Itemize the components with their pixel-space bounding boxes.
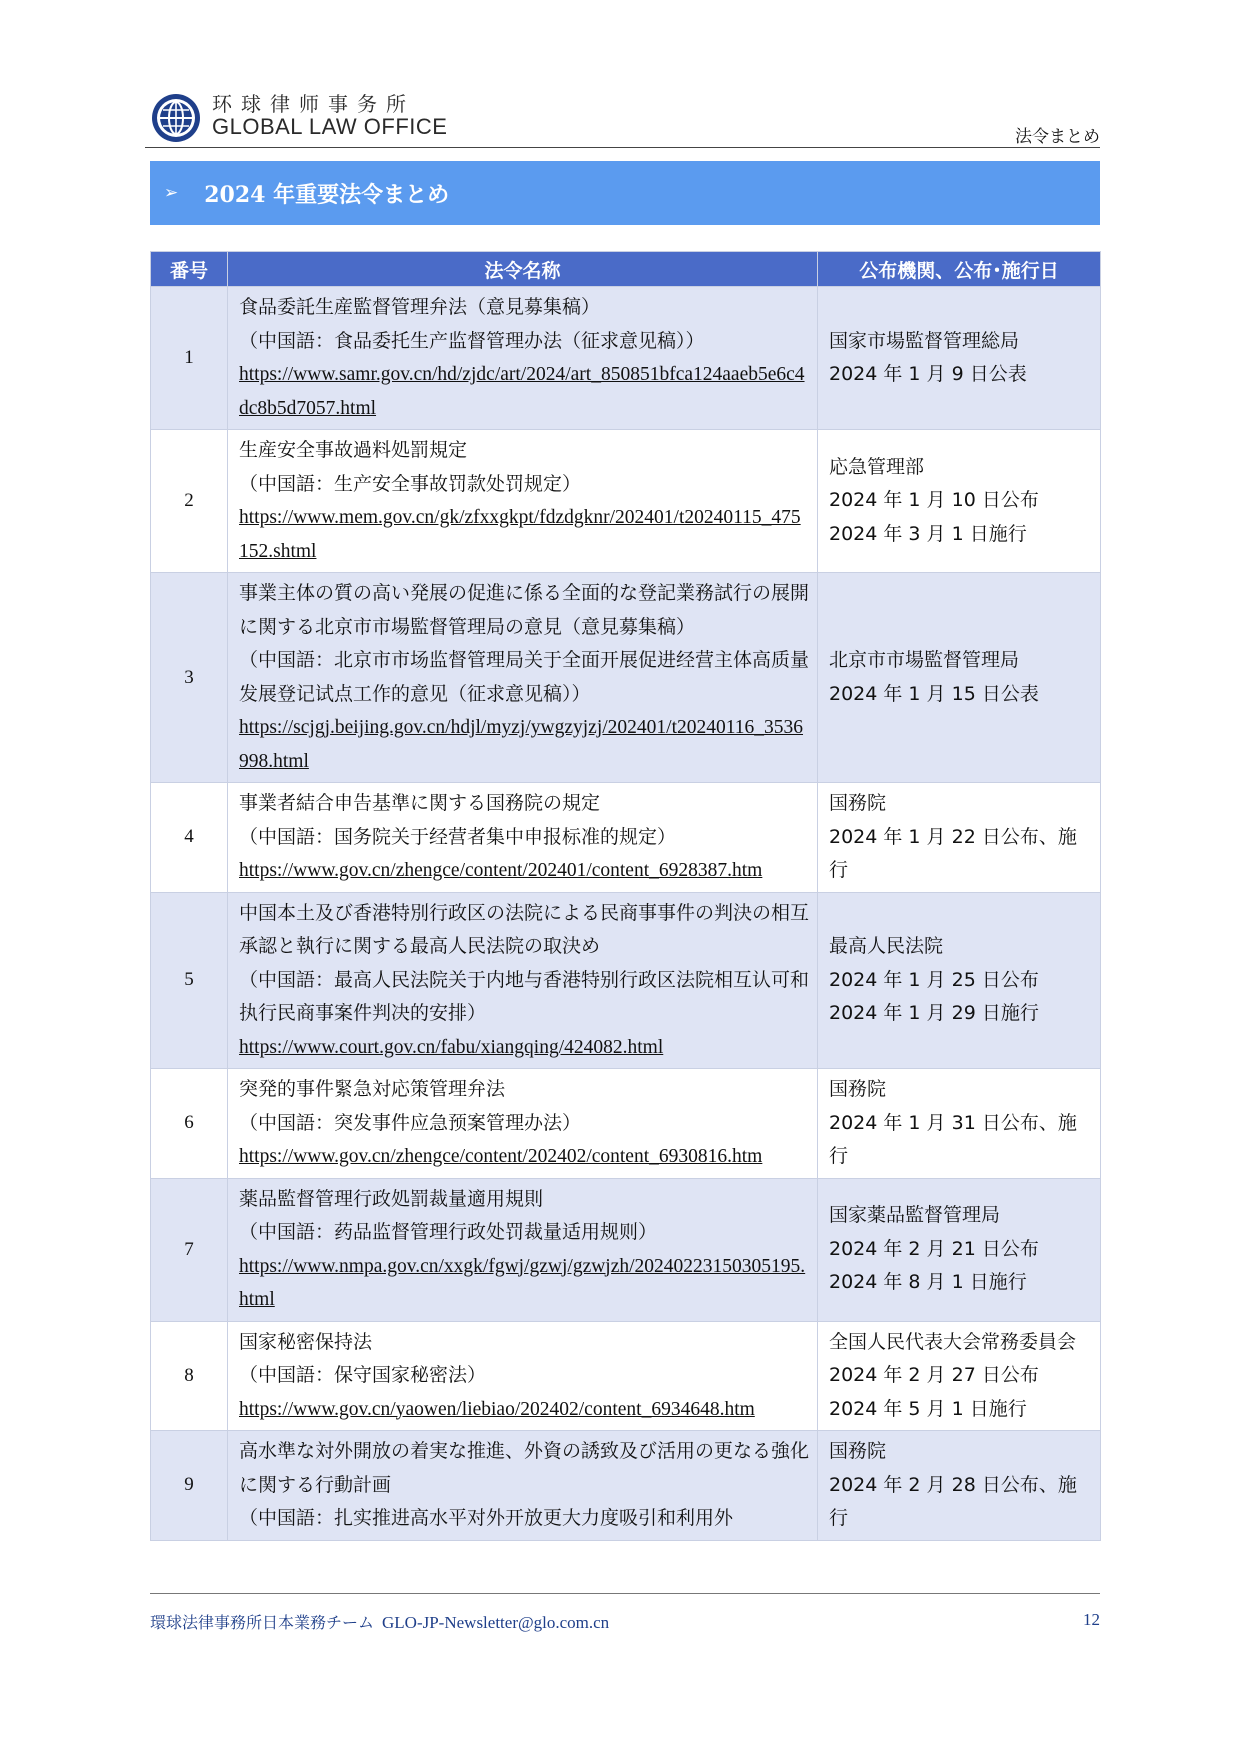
issuing-authority: 北京市市場監督管理局 xyxy=(829,649,1020,671)
authority-cell xyxy=(818,892,1101,1069)
table-row xyxy=(151,783,1101,893)
section-banner xyxy=(150,161,1100,225)
law-title: 事業主体の質の高い発展の促進に係る全面的な登記業務試行の展開に関する北京市市場監督管理局の意見（意見募集稿） xyxy=(239,582,810,638)
date-line: 2024 年 5 月 1 日施行 xyxy=(829,1397,1027,1420)
issuing-authority: 国務院 xyxy=(829,1440,887,1462)
section-title: 2024 年重要法令まとめ xyxy=(204,181,450,208)
law-name-cell xyxy=(228,1321,818,1431)
law-chinese-name: （中国語：保守国家秘密法） xyxy=(239,1364,487,1386)
row-number: 5 xyxy=(151,892,228,1069)
row-number: 2 xyxy=(151,430,228,573)
authority-cell xyxy=(818,1178,1101,1321)
footer-email[interactable]: GLO-JP-Newsletter@glo.com.cn xyxy=(382,1613,610,1632)
logo-english-name: GLOBAL LAW OFFICE xyxy=(212,114,448,139)
issuing-authority: 国家薬品監督管理局 xyxy=(829,1204,1001,1227)
law-url-link[interactable]: https://www.samr.gov.cn/hd/zjdc/art/2024/art_850851bfca124aaeb5e6c4dc8b5d7057.html xyxy=(239,364,805,419)
date-line: 2024 年 2 月 27 日公布 xyxy=(829,1364,1039,1386)
law-chinese-name: （中国語：扎实推进高水平对外开放更大力度吸引和利用外 xyxy=(239,1507,734,1529)
law-url-link[interactable]: https://www.gov.cn/yaowen/liebiao/202402/content_6934648.htm xyxy=(239,1398,755,1420)
date-line: 2024 年 1 月 25 日公布 xyxy=(829,968,1039,991)
issuing-authority: 国務院 xyxy=(829,792,887,814)
row-number: 1 xyxy=(151,287,228,430)
table-row xyxy=(151,573,1101,783)
authority-cell xyxy=(818,287,1101,430)
law-title: 事業者結合申告基準に関する国務院の規定 xyxy=(239,792,601,814)
law-name-cell xyxy=(228,430,818,573)
page-number: 12 xyxy=(1083,1610,1100,1629)
law-chinese-name: （中国語：生产安全事故罚款处罚规定） xyxy=(239,472,582,495)
law-url-link[interactable]: https://www.court.gov.cn/fabu/xiangqing/424082.html xyxy=(239,1036,664,1058)
issuing-authority: 国家市場監督管理総局 xyxy=(829,329,1020,352)
law-url-link[interactable]: https://www.mem.gov.cn/gk/zfxxgkpt/fdzdgknr/202401/t20240115_475152.shtml xyxy=(239,507,801,562)
date-line: 2024 年 2 月 28 日公布、施行 xyxy=(829,1473,1077,1529)
table-header-row xyxy=(151,252,1101,287)
law-name-cell xyxy=(228,892,818,1069)
row-number: 9 xyxy=(151,1431,228,1541)
date-line: 2024 年 1 月 22 日公布、施行 xyxy=(829,825,1077,881)
globe-logo-icon xyxy=(150,92,202,144)
header-law-name: 法令名称 xyxy=(228,252,818,287)
date-line: 2024 年 1 月 15 日公表 xyxy=(829,682,1039,705)
footer-divider xyxy=(150,1593,1100,1594)
section-label: 法令まとめ xyxy=(1015,127,1100,147)
law-title: 高水準な対外開放の着実な推進、外資の誘致及び活用の更なる強化に関する行動計画 xyxy=(239,1440,810,1496)
row-number: 6 xyxy=(151,1069,228,1179)
header-number: 番号 xyxy=(151,252,228,287)
laws-table xyxy=(150,251,1101,1541)
law-chinese-name: （中国語：药品监督管理行政处罚裁量适用规则） xyxy=(239,1221,658,1243)
law-url-link[interactable]: https://www.gov.cn/zhengce/content/202402/content_6930816.htm xyxy=(239,1146,763,1167)
law-name-cell xyxy=(228,783,818,893)
table-row xyxy=(151,430,1101,573)
law-url-link[interactable]: https://www.gov.cn/zhengce/content/202401/content_6928387.htm xyxy=(239,860,763,881)
law-title: 食品委託生産監督管理弁法（意見募集稿） xyxy=(239,296,601,318)
table-row xyxy=(151,1431,1101,1541)
date-line: 2024 年 1 月 29 日施行 xyxy=(829,1002,1039,1024)
row-number: 3 xyxy=(151,573,228,783)
footer-team: 環球法律事務所日本業務チーム xyxy=(150,1613,375,1632)
header-divider xyxy=(145,147,1100,148)
issuing-authority: 最高人民法院 xyxy=(829,935,944,957)
date-line: 2024 年 1 月 9 日公表 xyxy=(829,363,1027,385)
law-name-cell xyxy=(228,1069,818,1179)
authority-cell xyxy=(818,783,1101,893)
table-row xyxy=(151,1178,1101,1321)
table-row xyxy=(151,892,1101,1069)
table-row xyxy=(151,1321,1101,1431)
law-title: 突発的事件緊急対応策管理弁法 xyxy=(239,1078,506,1100)
date-line: 2024 年 3 月 1 日施行 xyxy=(829,522,1027,545)
law-name-cell xyxy=(228,573,818,783)
law-chinese-name: （中国語：国务院关于经营者集中申报标准的规定） xyxy=(239,825,677,848)
header-authority-date: 公布機関、公布･施行日 xyxy=(818,252,1101,287)
law-url-link[interactable]: https://scjgj.beijing.gov.cn/hdjl/myzj/ywgzyjzj/202401/t20240116_3536998.html xyxy=(239,717,804,772)
logo-chinese-name: 环球律师事务所 xyxy=(212,92,415,116)
issuing-authority: 国務院 xyxy=(829,1078,887,1100)
authority-cell xyxy=(818,573,1101,783)
issuing-authority: 全国人民代表大会常務委員会 xyxy=(829,1330,1077,1353)
date-line: 2024 年 8 月 1 日施行 xyxy=(829,1271,1027,1294)
law-chinese-name: （中国語：食品委托生产监督管理办法（征求意见稿）） xyxy=(239,329,705,352)
date-line: 2024 年 2 月 21 日公布 xyxy=(829,1237,1039,1260)
law-chinese-name: （中国語：最高人民法院关于内地与香港特别行政区法院相互认可和执行民商事案件判决的安排） xyxy=(239,968,810,1024)
law-url-link[interactable]: https://www.nmpa.gov.cn/xxgk/fgwj/gzwj/gzwjzh/20240223150305195.html xyxy=(239,1255,806,1310)
arrow-bullet-icon: ➢ xyxy=(164,183,179,203)
table-row xyxy=(151,287,1101,430)
law-title: 生産安全事故過料処罰規定 xyxy=(239,439,468,461)
law-title: 薬品監督管理行政処罰裁量適用規則 xyxy=(239,1187,544,1210)
date-line: 2024 年 1 月 10 日公布 xyxy=(829,489,1039,512)
page-header xyxy=(145,84,1100,148)
law-chinese-name: （中国語：突发事件应急预案管理办法） xyxy=(239,1111,582,1134)
table-row xyxy=(151,1069,1101,1179)
authority-cell xyxy=(818,1069,1101,1179)
row-number: 4 xyxy=(151,783,228,893)
law-name-cell xyxy=(228,1178,818,1321)
law-name-cell xyxy=(228,1431,818,1541)
footer-contact xyxy=(150,1610,609,1633)
issuing-authority: 応急管理部 xyxy=(829,455,925,478)
authority-cell xyxy=(818,430,1101,573)
row-number: 8 xyxy=(151,1321,228,1431)
law-title: 中国本土及び香港特別行政区の法院による民商事事件の判決の相互承認と執行に関する最高人民法院の取決め xyxy=(239,901,810,957)
authority-cell xyxy=(818,1431,1101,1541)
date-line: 2024 年 1 月 31 日公布、施行 xyxy=(829,1111,1077,1167)
authority-cell xyxy=(818,1321,1101,1431)
row-number: 7 xyxy=(151,1178,228,1321)
law-name-cell xyxy=(228,287,818,430)
law-title: 国家秘密保持法 xyxy=(239,1330,373,1353)
law-chinese-name: （中国語：北京市市场监督管理局关于全面开展促进经营主体高质量发展登记试点工作的意见（征求意见稿）） xyxy=(239,649,810,705)
